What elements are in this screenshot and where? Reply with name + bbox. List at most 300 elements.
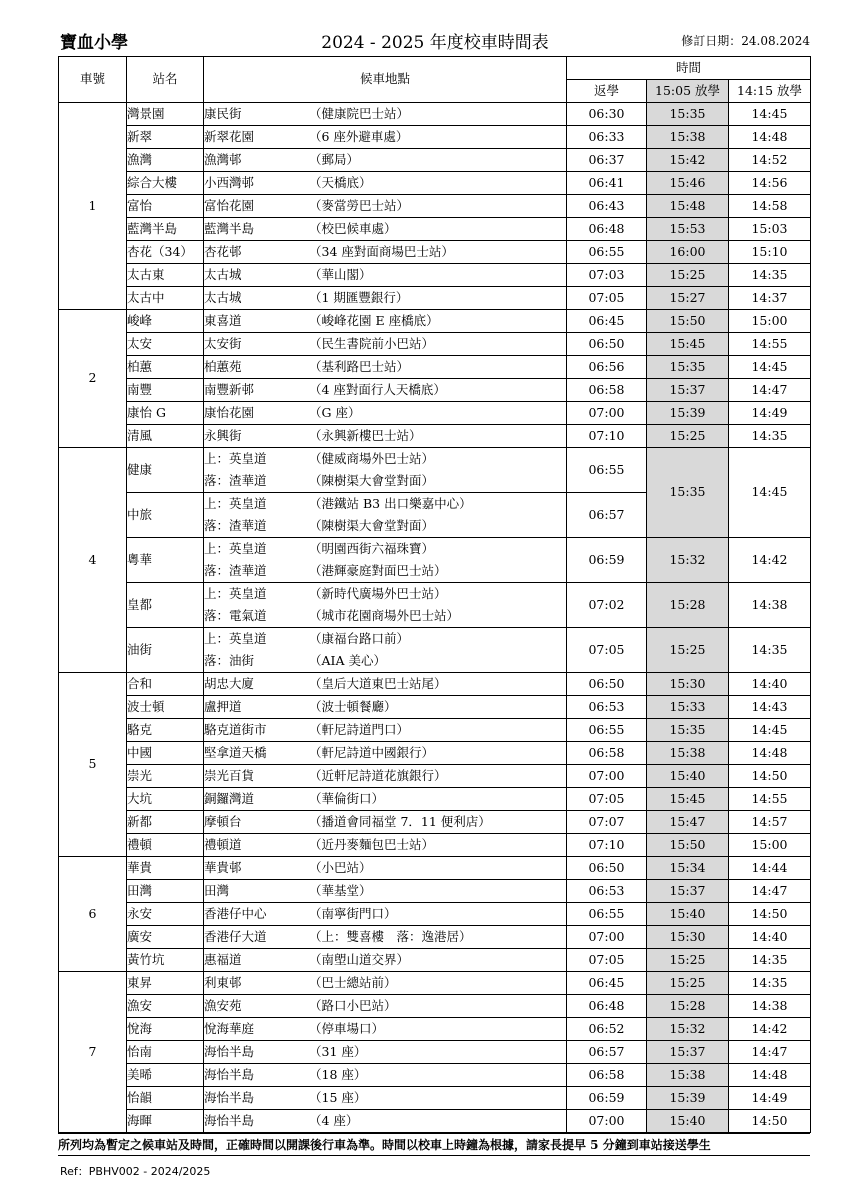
pickup-location (204, 742, 567, 765)
table-row (59, 1087, 811, 1110)
table-row (59, 1064, 811, 1087)
table-row (59, 1110, 811, 1133)
table-row (59, 538, 811, 583)
time-pm-1415: 14:47 (729, 379, 811, 402)
stop-name: 皇都 (127, 583, 204, 628)
table-row (59, 448, 811, 493)
location-place: 南豐新邨 (204, 381, 255, 397)
table-row (59, 903, 811, 926)
pickup-location (204, 628, 567, 673)
pickup-location (204, 583, 567, 628)
location-detail: （近軒尼詩道花旗銀行） (309, 767, 447, 783)
location-line (204, 264, 566, 286)
stop-name: 灣景園 (127, 103, 204, 126)
location-place: 海怡半島 (204, 1112, 255, 1128)
time-pm-1415: 14:38 (729, 583, 811, 628)
location-place: 藍灣半島 (204, 220, 255, 236)
stop-name: 崇光 (127, 765, 204, 788)
time-pm-1505: 16:00 (647, 241, 729, 264)
pickup-location (204, 195, 567, 218)
time-pm-1415: 14:48 (729, 742, 811, 765)
time-pm-1415: 15:00 (729, 310, 811, 333)
time-to-school: 06:55 (567, 903, 647, 926)
time-pm-1505: 15:30 (647, 926, 729, 949)
time-pm-1505: 15:47 (647, 811, 729, 834)
pickup-location (204, 926, 567, 949)
stop-name: 駱克 (127, 719, 204, 742)
time-pm-1415: 14:40 (729, 673, 811, 696)
time-to-school: 06:58 (567, 1064, 647, 1087)
location-place: 小西灣邨 (204, 174, 255, 190)
stop-name: 波士頓 (127, 696, 204, 719)
time-to-school: 06:45 (567, 310, 647, 333)
location-place: 永興街 (204, 427, 242, 443)
location-detail: （路口小巴站） (309, 997, 397, 1013)
location-detail: （峻峰花園 E 座橋底） (309, 312, 439, 328)
pickup-location (204, 903, 567, 926)
time-pm-1505: 15:38 (647, 1064, 729, 1087)
location-detail: （小巴站） (309, 859, 372, 875)
location-place: 上：英皇道 (204, 630, 267, 646)
time-to-school: 06:33 (567, 126, 647, 149)
location-detail: （康福台路口前） (309, 630, 410, 646)
table-row (59, 103, 811, 126)
location-line (204, 583, 566, 605)
time-pm-1415: 14:49 (729, 402, 811, 425)
time-to-school: 07:05 (567, 628, 647, 673)
time-pm-1505: 15:28 (647, 995, 729, 1018)
location-detail: （城市花園商場外巴士站） (309, 607, 460, 623)
time-to-school: 06:57 (567, 493, 647, 538)
location-detail: （麥當勞巴士站） (309, 197, 410, 213)
table-row (59, 1018, 811, 1041)
location-detail: （健威商場外巴士站） (309, 450, 435, 466)
col-pm-1505-header: 15:05 放學 (647, 80, 729, 103)
location-line (204, 310, 566, 332)
footer-rule-top (58, 1133, 810, 1134)
time-pm-1505: 15:38 (647, 126, 729, 149)
time-pm-1505: 15:25 (647, 972, 729, 995)
stop-name: 杏花（34） (127, 241, 204, 264)
location-detail: （波士頓餐廳） (309, 698, 397, 714)
location-line (204, 1041, 566, 1063)
table-row (59, 880, 811, 903)
pickup-location (204, 356, 567, 379)
time-pm-1505: 15:25 (647, 425, 729, 448)
location-detail: （近丹麥麵包巴士站） (309, 836, 435, 852)
time-to-school: 06:45 (567, 972, 647, 995)
location-place: 胡忠大廈 (204, 675, 255, 691)
location-place: 新翠花園 (204, 128, 255, 144)
time-to-school: 06:55 (567, 719, 647, 742)
location-line (204, 673, 566, 695)
footer-rule-bottom (58, 1155, 810, 1156)
location-detail: （4 座對面行人天橋底） (309, 381, 446, 397)
time-pm-1415: 14:50 (729, 1110, 811, 1133)
time-pm-1505: 15:40 (647, 765, 729, 788)
location-place: 富怡花園 (204, 197, 255, 213)
time-pm-1415: 14:45 (729, 103, 811, 126)
pickup-location (204, 172, 567, 195)
time-pm-1415: 14:48 (729, 1064, 811, 1087)
table-row (59, 195, 811, 218)
table-row (59, 742, 811, 765)
table-row (59, 356, 811, 379)
location-line (204, 356, 566, 378)
time-pm-1505: 15:32 (647, 538, 729, 583)
table-row (59, 857, 811, 880)
time-pm-1415: 14:37 (729, 287, 811, 310)
revision-date: 修訂日期：24.08.2024 (681, 34, 810, 48)
location-place: 海怡半島 (204, 1089, 255, 1105)
pickup-location (204, 995, 567, 1018)
pickup-location (204, 310, 567, 333)
time-pm-1415: 14:49 (729, 1087, 811, 1110)
time-pm-1505: 15:50 (647, 310, 729, 333)
location-detail: （華基堂） (309, 882, 372, 898)
location-place: 落：渣華道 (204, 472, 267, 488)
time-pm-1415: 14:35 (729, 949, 811, 972)
location-detail: （港輝豪庭對面巴士站） (309, 562, 447, 578)
time-to-school: 07:00 (567, 765, 647, 788)
table-row (59, 310, 811, 333)
table-row (59, 696, 811, 719)
location-detail: （華山閣） (309, 266, 372, 282)
table-row (59, 583, 811, 628)
location-line (204, 1087, 566, 1109)
location-place: 上：英皇道 (204, 495, 267, 511)
location-detail: （軒尼詩道中國銀行） (309, 744, 435, 760)
stop-name: 太古東 (127, 264, 204, 287)
col-stop-header: 站名 (127, 57, 204, 103)
time-to-school: 06:55 (567, 448, 647, 493)
time-pm-1415: 14:55 (729, 333, 811, 356)
time-pm-1505: 15:45 (647, 333, 729, 356)
time-pm-1415: 15:03 (729, 218, 811, 241)
route-number: 6 (59, 857, 127, 972)
time-pm-1505: 15:50 (647, 834, 729, 857)
pickup-location (204, 857, 567, 880)
time-pm-1505: 15:38 (647, 742, 729, 765)
time-pm-1505: 15:42 (647, 149, 729, 172)
time-pm-1415: 14:47 (729, 880, 811, 903)
pickup-location (204, 765, 567, 788)
location-place: 上：英皇道 (204, 450, 267, 466)
stop-name: 廣安 (127, 926, 204, 949)
time-to-school: 06:58 (567, 379, 647, 402)
time-pm-1415: 14:35 (729, 425, 811, 448)
location-detail: （南寧街門口） (309, 905, 397, 921)
time-pm-1505: 15:53 (647, 218, 729, 241)
route-number: 4 (59, 448, 127, 673)
time-pm-1505: 15:35 (647, 719, 729, 742)
location-place: 東喜道 (204, 312, 242, 328)
time-to-school: 06:48 (567, 995, 647, 1018)
time-pm-1415: 14:35 (729, 972, 811, 995)
pickup-location (204, 493, 567, 538)
location-detail: （15 座） (309, 1089, 367, 1105)
location-place: 駱克道街市 (204, 721, 267, 737)
time-to-school: 06:50 (567, 333, 647, 356)
time-pm-1415: 14:56 (729, 172, 811, 195)
location-detail: （校巴候車處） (309, 220, 397, 236)
location-detail: （停車場口） (309, 1020, 385, 1036)
table-row (59, 149, 811, 172)
table-row (59, 628, 811, 673)
time-pm-1505: 15:35 (647, 356, 729, 379)
time-to-school: 06:50 (567, 857, 647, 880)
location-line (204, 650, 566, 672)
location-place: 杏花邨 (204, 243, 242, 259)
time-pm-1415: 14:44 (729, 857, 811, 880)
time-to-school: 07:03 (567, 264, 647, 287)
route-number: 5 (59, 673, 127, 857)
location-line (204, 515, 566, 537)
time-pm-1415: 14:35 (729, 628, 811, 673)
table-row (59, 995, 811, 1018)
table-row (59, 241, 811, 264)
location-line (204, 172, 566, 194)
time-to-school: 06:59 (567, 1087, 647, 1110)
pickup-location (204, 673, 567, 696)
time-pm-1415: 14:35 (729, 264, 811, 287)
location-place: 香港仔大道 (204, 928, 267, 944)
col-to-school-header: 返學 (567, 80, 647, 103)
route-number: 1 (59, 103, 127, 310)
location-line (204, 149, 566, 171)
time-to-school: 07:05 (567, 949, 647, 972)
time-pm-1505: 15:48 (647, 195, 729, 218)
table-row (59, 1041, 811, 1064)
time-to-school: 06:56 (567, 356, 647, 379)
pickup-location (204, 379, 567, 402)
time-pm-1505: 15:25 (647, 264, 729, 287)
table-row (59, 788, 811, 811)
table-row (59, 425, 811, 448)
table-row (59, 811, 811, 834)
time-pm-1505: 15:37 (647, 379, 729, 402)
stop-name: 永安 (127, 903, 204, 926)
time-pm-1415: 14:42 (729, 1018, 811, 1041)
pickup-location (204, 972, 567, 995)
stop-name: 富怡 (127, 195, 204, 218)
location-line (204, 448, 566, 470)
time-to-school: 07:05 (567, 788, 647, 811)
document-title: 2024 - 2025 年度校車時間表 (321, 33, 549, 53)
time-to-school: 06:50 (567, 673, 647, 696)
table-row (59, 834, 811, 857)
pickup-location (204, 949, 567, 972)
location-detail: （18 座） (309, 1066, 367, 1082)
stop-name: 南豐 (127, 379, 204, 402)
location-place: 禮頓道 (204, 836, 242, 852)
location-place: 漁灣邨 (204, 151, 242, 167)
location-line (204, 903, 566, 925)
stop-name: 海暉 (127, 1110, 204, 1133)
location-place: 崇光百貨 (204, 767, 255, 783)
time-pm-1505: 15:39 (647, 1087, 729, 1110)
location-detail: （港鐵站 B3 出口樂嘉中心） (309, 495, 472, 511)
time-to-school: 06:55 (567, 241, 647, 264)
time-to-school: 06:41 (567, 172, 647, 195)
time-to-school: 06:58 (567, 742, 647, 765)
pickup-location (204, 241, 567, 264)
time-to-school: 07:00 (567, 1110, 647, 1133)
stop-name: 東昇 (127, 972, 204, 995)
stop-name: 漁灣 (127, 149, 204, 172)
table-row (59, 402, 811, 425)
table-row (59, 218, 811, 241)
location-line (204, 788, 566, 810)
time-pm-1415: 14:55 (729, 788, 811, 811)
location-place: 上：英皇道 (204, 540, 267, 556)
location-place: 康怡花園 (204, 404, 255, 420)
location-detail: （播道會同福堂 7．11 便利店） (309, 813, 491, 829)
stop-name: 太古中 (127, 287, 204, 310)
time-pm-1415: 14:52 (729, 149, 811, 172)
time-to-school: 06:30 (567, 103, 647, 126)
location-place: 漁安苑 (204, 997, 242, 1013)
table-row (59, 287, 811, 310)
location-line (204, 1064, 566, 1086)
table-row (59, 264, 811, 287)
time-pm-1415: 14:40 (729, 926, 811, 949)
pickup-location (204, 719, 567, 742)
col-location-header: 候車地點 (204, 57, 567, 103)
location-detail: （AIA 美心） (309, 652, 386, 668)
stop-name: 合和 (127, 673, 204, 696)
location-line (204, 811, 566, 833)
location-line (204, 1018, 566, 1040)
stop-name: 清風 (127, 425, 204, 448)
time-to-school: 06:48 (567, 218, 647, 241)
route-number: 2 (59, 310, 127, 448)
pickup-location (204, 425, 567, 448)
stop-name: 大坑 (127, 788, 204, 811)
stop-name: 中國 (127, 742, 204, 765)
location-place: 海怡半島 (204, 1066, 255, 1082)
stop-name: 綜合大樓 (127, 172, 204, 195)
time-to-school: 06:37 (567, 149, 647, 172)
time-pm-1505: 15:28 (647, 583, 729, 628)
location-place: 田灣 (204, 882, 230, 898)
location-place: 太安街 (204, 335, 242, 351)
time-pm-1415: 15:10 (729, 241, 811, 264)
stop-name: 怡韻 (127, 1087, 204, 1110)
pickup-location (204, 218, 567, 241)
stop-name: 美晞 (127, 1064, 204, 1087)
location-line (204, 765, 566, 787)
time-pm-1415: 14:48 (729, 126, 811, 149)
location-detail: （天橋底） (309, 174, 372, 190)
time-to-school: 06:53 (567, 696, 647, 719)
location-line (204, 719, 566, 741)
location-place: 香港仔中心 (204, 905, 267, 921)
location-line (204, 379, 566, 401)
table-row (59, 126, 811, 149)
location-line (204, 605, 566, 627)
time-pm-1505: 15:35 (647, 103, 729, 126)
footer-note: 所列均為暫定之候車站及時間，正確時間以開課後行車為準。時間以校車上時鐘為根據，請家長提早 5 分鐘到車站接送學生 (58, 1138, 711, 1152)
time-to-school: 07:07 (567, 811, 647, 834)
table-row (59, 972, 811, 995)
stop-name: 新都 (127, 811, 204, 834)
time-pm-1415: 14:38 (729, 995, 811, 1018)
pickup-location (204, 264, 567, 287)
location-line (204, 696, 566, 718)
time-pm-1505: 15:46 (647, 172, 729, 195)
location-detail: （皇后大道東巴士站尾） (309, 675, 447, 691)
time-to-school: 06:52 (567, 1018, 647, 1041)
location-line (204, 425, 566, 447)
table-row (59, 172, 811, 195)
time-pm-1415: 14:43 (729, 696, 811, 719)
time-pm-1415: 15:00 (729, 834, 811, 857)
location-detail: （上：雙喜樓 落：逸港居） (309, 928, 472, 944)
location-place: 上：英皇道 (204, 585, 267, 601)
location-line (204, 126, 566, 148)
stop-name: 藍灣半島 (127, 218, 204, 241)
location-line (204, 972, 566, 994)
pickup-location (204, 287, 567, 310)
location-place: 利東邨 (204, 974, 242, 990)
pickup-location (204, 834, 567, 857)
stop-name: 粵華 (127, 538, 204, 583)
time-to-school: 07:00 (567, 402, 647, 425)
location-detail: （郵局） (309, 151, 360, 167)
pickup-location (204, 880, 567, 903)
location-line (204, 538, 566, 560)
stop-name: 油街 (127, 628, 204, 673)
location-line (204, 287, 566, 309)
location-detail: （軒尼詩道門口） (309, 721, 410, 737)
pickup-location (204, 1064, 567, 1087)
location-place: 堅拿道天橋 (204, 744, 267, 760)
location-detail: （G 座） (309, 404, 361, 420)
bus-timetable (58, 56, 811, 1133)
time-pm-1505: 15:37 (647, 1041, 729, 1064)
location-line (204, 995, 566, 1017)
location-line (204, 241, 566, 263)
location-detail: （新時代廣場外巴士站） (309, 585, 447, 601)
location-place: 康民街 (204, 105, 242, 121)
time-pm-1505: 15:30 (647, 673, 729, 696)
stop-name: 康怡 G (127, 402, 204, 425)
table-row (59, 926, 811, 949)
time-pm-1505: 15:34 (647, 857, 729, 880)
table-row (59, 379, 811, 402)
stop-name: 新翠 (127, 126, 204, 149)
location-line (204, 880, 566, 902)
location-line (204, 195, 566, 217)
time-pm-1505: 15:32 (647, 1018, 729, 1041)
pickup-location (204, 1110, 567, 1133)
pickup-location (204, 448, 567, 493)
location-detail: （華倫街口） (309, 790, 385, 806)
location-detail: （陳樹渠大會堂對面） (309, 517, 435, 533)
location-place: 海怡半島 (204, 1043, 255, 1059)
table-row (59, 673, 811, 696)
location-detail: （民生書院前小巴站） (309, 335, 435, 351)
pickup-location (204, 538, 567, 583)
stop-name: 峻峰 (127, 310, 204, 333)
location-line (204, 103, 566, 125)
location-place: 盧押道 (204, 698, 242, 714)
stop-name: 禮頓 (127, 834, 204, 857)
stop-name: 怡南 (127, 1041, 204, 1064)
location-detail: （4 座） (309, 1112, 359, 1128)
time-to-school: 06:57 (567, 1041, 647, 1064)
